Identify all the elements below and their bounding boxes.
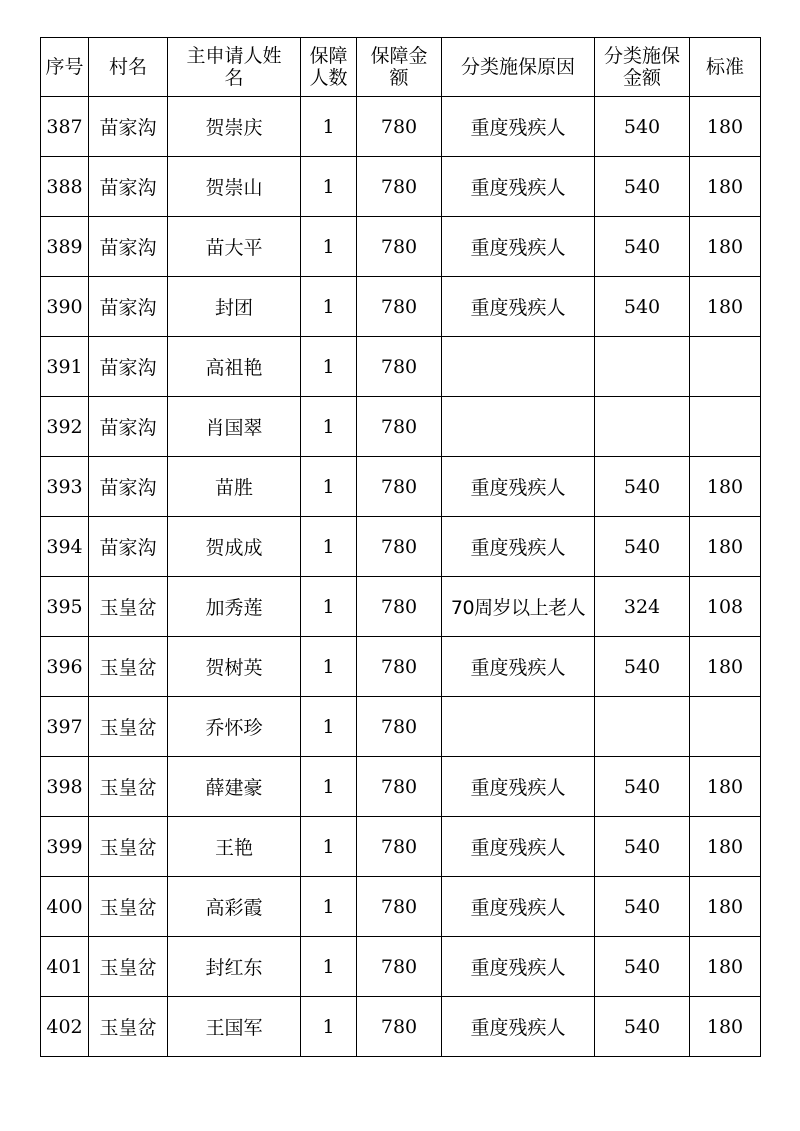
village-cell: 玉皇岔 (89, 757, 168, 817)
table-row (41, 457, 761, 517)
village-cell: 玉皇岔 (89, 817, 168, 877)
amount-cell: 780 (357, 397, 442, 457)
reason-cell (442, 397, 595, 457)
applicant-name-cell: 乔怀珍 (168, 697, 301, 757)
col-amount-header (357, 38, 442, 97)
reason-cell: 重度残疾人 (442, 277, 595, 337)
header-label-line: 保障 (309, 45, 348, 67)
assistance-roster-table (40, 37, 761, 1057)
class-amount-cell: 540 (595, 997, 690, 1057)
table-row (41, 697, 761, 757)
reason-cell: 重度残疾人 (442, 157, 595, 217)
applicant-name-cell: 贺树英 (168, 637, 301, 697)
applicant-name-cell: 薛建豪 (168, 757, 301, 817)
col-village-header (89, 38, 168, 97)
applicant-name-cell: 苗胜 (168, 457, 301, 517)
table-row (41, 517, 761, 577)
class-amount-cell: 540 (595, 97, 690, 157)
col-applicant-header (168, 38, 301, 97)
row-id-cell: 390 (41, 277, 89, 337)
class-amount-cell: 540 (595, 217, 690, 277)
persons-cell: 1 (301, 937, 357, 997)
amount-cell: 780 (357, 157, 442, 217)
village-cell: 玉皇岔 (89, 937, 168, 997)
persons-cell: 1 (301, 997, 357, 1057)
class-amount-cell: 540 (595, 457, 690, 517)
table-header (41, 38, 761, 97)
applicant-name-cell: 封团 (168, 277, 301, 337)
class-amount-cell: 540 (595, 517, 690, 577)
table-row (41, 637, 761, 697)
class-amount-cell: 540 (595, 877, 690, 937)
reason-cell: 重度残疾人 (442, 217, 595, 277)
reason-cell: 重度残疾人 (442, 817, 595, 877)
amount-cell: 780 (357, 97, 442, 157)
table-row (41, 817, 761, 877)
amount-cell: 780 (357, 637, 442, 697)
table-row (41, 877, 761, 937)
table-row (41, 157, 761, 217)
reason-cell: 重度残疾人 (442, 457, 595, 517)
persons-cell: 1 (301, 757, 357, 817)
table-row (41, 937, 761, 997)
amount-cell: 780 (357, 697, 442, 757)
row-id-cell: 397 (41, 697, 89, 757)
row-id-cell: 401 (41, 937, 89, 997)
table-body (41, 97, 761, 1057)
header-label-line: 保障金 (370, 45, 428, 67)
class-amount-cell: 324 (595, 577, 690, 637)
village-cell: 苗家沟 (89, 517, 168, 577)
reason-cell: 70周岁以上老人 (442, 577, 595, 637)
table-row (41, 577, 761, 637)
class-amount-cell: 540 (595, 157, 690, 217)
amount-cell: 780 (357, 997, 442, 1057)
class-amount-cell: 540 (595, 817, 690, 877)
standard-cell: 180 (690, 877, 761, 937)
row-id-cell: 398 (41, 757, 89, 817)
header-label-line: 分类施保 (603, 45, 680, 67)
header-label-line: 序号 (45, 56, 84, 78)
row-id-cell: 389 (41, 217, 89, 277)
header-label-line: 人数 (309, 67, 348, 89)
amount-cell: 780 (357, 757, 442, 817)
header-label-line: 分类施保原因 (460, 56, 575, 78)
village-cell: 苗家沟 (89, 217, 168, 277)
applicant-name-cell: 王艳 (168, 817, 301, 877)
amount-cell: 780 (357, 817, 442, 877)
table-row (41, 997, 761, 1057)
village-cell: 苗家沟 (89, 397, 168, 457)
persons-cell: 1 (301, 577, 357, 637)
class-amount-cell (595, 337, 690, 397)
amount-cell: 780 (357, 277, 442, 337)
reason-cell: 重度残疾人 (442, 517, 595, 577)
applicant-name-cell: 苗大平 (168, 217, 301, 277)
standard-cell: 180 (690, 157, 761, 217)
standard-cell: 180 (690, 457, 761, 517)
standard-cell: 180 (690, 277, 761, 337)
persons-cell: 1 (301, 277, 357, 337)
col-class-amount-header (595, 38, 690, 97)
standard-cell: 180 (690, 97, 761, 157)
standard-cell (690, 397, 761, 457)
row-id-cell: 394 (41, 517, 89, 577)
applicant-name-cell: 高祖艳 (168, 337, 301, 397)
standard-cell: 180 (690, 997, 761, 1057)
class-amount-cell: 540 (595, 757, 690, 817)
row-id-cell: 402 (41, 997, 89, 1057)
row-id-cell: 388 (41, 157, 89, 217)
applicant-name-cell: 贺崇山 (168, 157, 301, 217)
persons-cell: 1 (301, 517, 357, 577)
header-row (41, 38, 761, 97)
table-row (41, 97, 761, 157)
persons-cell: 1 (301, 457, 357, 517)
table-row (41, 397, 761, 457)
standard-cell: 180 (690, 637, 761, 697)
applicant-name-cell: 高彩霞 (168, 877, 301, 937)
header-label-line: 主申请人姓 (186, 45, 282, 67)
village-cell: 苗家沟 (89, 457, 168, 517)
amount-cell: 780 (357, 457, 442, 517)
persons-cell: 1 (301, 217, 357, 277)
header-label-line: 额 (389, 67, 409, 89)
village-cell: 玉皇岔 (89, 577, 168, 637)
standard-cell: 180 (690, 817, 761, 877)
persons-cell: 1 (301, 817, 357, 877)
village-cell: 苗家沟 (89, 277, 168, 337)
amount-cell: 780 (357, 577, 442, 637)
standard-cell (690, 337, 761, 397)
applicant-name-cell: 王国军 (168, 997, 301, 1057)
table-row (41, 277, 761, 337)
persons-cell: 1 (301, 877, 357, 937)
village-cell: 玉皇岔 (89, 997, 168, 1057)
row-id-cell: 387 (41, 97, 89, 157)
col-persons-header (301, 38, 357, 97)
persons-cell: 1 (301, 397, 357, 457)
class-amount-cell: 540 (595, 277, 690, 337)
persons-cell: 1 (301, 637, 357, 697)
col-id-header (41, 38, 89, 97)
reason-cell (442, 337, 595, 397)
class-amount-cell (595, 397, 690, 457)
applicant-name-cell: 封红东 (168, 937, 301, 997)
applicant-name-cell: 加秀莲 (168, 577, 301, 637)
row-id-cell: 392 (41, 397, 89, 457)
reason-cell: 重度残疾人 (442, 877, 595, 937)
reason-cell: 重度残疾人 (442, 937, 595, 997)
amount-cell: 780 (357, 937, 442, 997)
col-reason-header (442, 38, 595, 97)
amount-cell: 780 (357, 337, 442, 397)
header-label-line: 标准 (705, 56, 744, 78)
village-cell: 玉皇岔 (89, 877, 168, 937)
row-id-cell: 393 (41, 457, 89, 517)
standard-cell: 108 (690, 577, 761, 637)
amount-cell: 780 (357, 877, 442, 937)
reason-cell: 重度残疾人 (442, 757, 595, 817)
table-row (41, 337, 761, 397)
village-cell: 玉皇岔 (89, 697, 168, 757)
reason-cell: 重度残疾人 (442, 997, 595, 1057)
applicant-name-cell: 贺成成 (168, 517, 301, 577)
reason-cell: 重度残疾人 (442, 637, 595, 697)
amount-cell: 780 (357, 217, 442, 277)
applicant-name-cell: 贺崇庆 (168, 97, 301, 157)
village-cell: 玉皇岔 (89, 637, 168, 697)
standard-cell (690, 697, 761, 757)
col-standard-header (690, 38, 761, 97)
standard-cell: 180 (690, 517, 761, 577)
class-amount-cell (595, 697, 690, 757)
persons-cell: 1 (301, 157, 357, 217)
applicant-name-cell: 肖国翠 (168, 397, 301, 457)
row-id-cell: 399 (41, 817, 89, 877)
reason-cell: 重度残疾人 (442, 97, 595, 157)
header-label-line: 名 (224, 67, 244, 89)
row-id-cell: 391 (41, 337, 89, 397)
row-id-cell: 396 (41, 637, 89, 697)
amount-cell: 780 (357, 517, 442, 577)
persons-cell: 1 (301, 697, 357, 757)
header-label-line: 金额 (622, 67, 661, 89)
standard-cell: 180 (690, 757, 761, 817)
village-cell: 苗家沟 (89, 97, 168, 157)
row-id-cell: 395 (41, 577, 89, 637)
standard-cell: 180 (690, 217, 761, 277)
persons-cell: 1 (301, 337, 357, 397)
village-cell: 苗家沟 (89, 337, 168, 397)
class-amount-cell: 540 (595, 937, 690, 997)
persons-cell: 1 (301, 97, 357, 157)
header-label-line: 村名 (108, 56, 147, 78)
village-cell: 苗家沟 (89, 157, 168, 217)
standard-cell: 180 (690, 937, 761, 997)
row-id-cell: 400 (41, 877, 89, 937)
table-row (41, 217, 761, 277)
table-row (41, 757, 761, 817)
reason-cell (442, 697, 595, 757)
class-amount-cell: 540 (595, 637, 690, 697)
